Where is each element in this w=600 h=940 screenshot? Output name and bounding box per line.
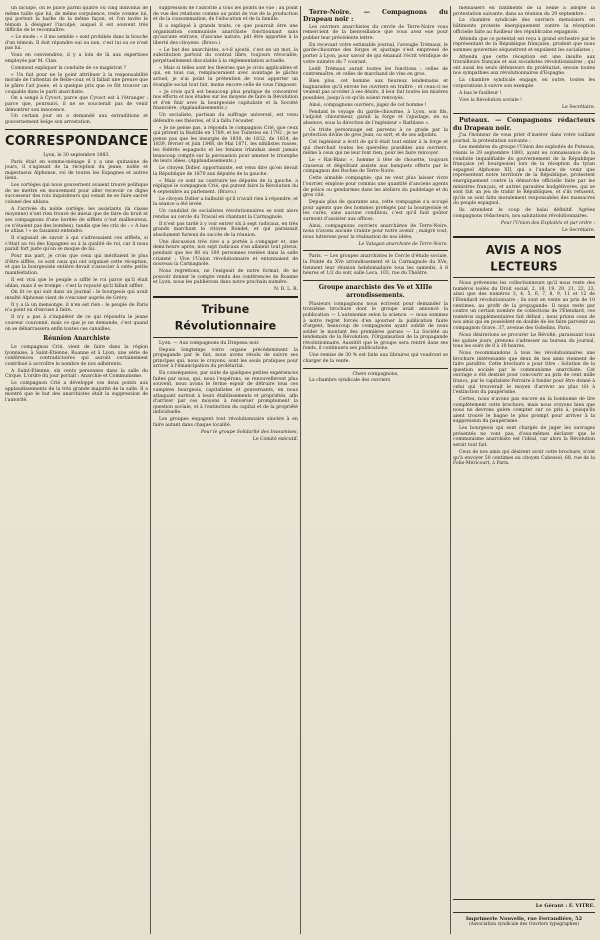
paragraph: Ledit Trémaux aurait toutes les fonctions : celles de contremaître, et celles de marchand de vins en gros. — [303, 66, 448, 78]
paragraph: menuisiers en bâtiments de la Seine a adopté la protestation suivante, dans sa réunion du 29 septembre : — [453, 6, 595, 17]
paragraph: Les bourgeois qui sont chargés de juger les ouvrages présentés ne vont pas, d'eux-mêmes déclarer que le communisme anarchiste est l'idéal, car alors la Révolution serait tout fait. — [453, 426, 595, 449]
puteaux-signature-line: Pour l'Union des Exploités et par ordre : — [500, 220, 595, 226]
paragraph: « Le mode : « il me semble » sont prohibés dans la bouche d'un témoin. Il doit répondre oui ou non, c'est lui ou ce n'est pas lui. — [5, 35, 148, 52]
terre-noire-body — [303, 25, 448, 241]
paragraph: Le compagnon Crié a développé ces deux points aux applaudissements de la très grande majorité de la salle. Il a montré que le but des anarchistes était la suppression de l'autorité. — [5, 381, 148, 404]
correspondance-heading: CORRESPONDANCE — [5, 133, 148, 150]
paragraph: Les ouvriers anarchistes du cercle de Terre-Noire vous remercient de la bienveillance que vous avez eue pour publier leur précédente lettre. — [303, 24, 448, 41]
paragraph: Ceux de nos amis qui désirent avoir cette brochure, n'ont qu'à envoyer 50 centimes au citoyen Cabessol, 68, rue de la Folie-Méricourt, à Paris. — [453, 449, 595, 467]
paragraph: Le citoyen Didier a balbutié qu'il n'avait rien à répondre, et la séance a été levée. — [153, 196, 298, 208]
paragraph: J'ai l'honneur de vous prier d'insérer dans votre vaillant journal, la protestation suivante : — [453, 132, 595, 144]
paragraph: On a songé à Cyvoct, parce que Cyvoct est à l'étranger ; parce que, poursuivi, il ne se soucierait pas de venir démontrer son innocence. — [5, 96, 148, 113]
paragraph: Nous désirerions se procurer Le Révolté, paraissant tous les quinze jours, prenons s'adresser au bureau du journal, tous les soirs de 8 à 10 heures. — [453, 332, 595, 350]
paragraph: Vous en conviendrez, il y a loin de là aux expertises employés par M. Clan. — [5, 53, 148, 64]
paragraph: A Saint-Étienne, six cents personnes dans la salle du Cirque. L'ordre du jour portait : Anarchie et Communisme. — [5, 368, 148, 380]
correspondance-body — [5, 160, 148, 333]
paragraph: Attendu que cette réception est une insulte aux travailleurs français et aux socialistes révolutionnaires ; qui ont aussi les seuls défenseurs du prolétariat, envoie toutes nos sympathies aux révolutionnaires d'Espagne. — [453, 54, 595, 77]
column-divider — [300, 6, 301, 934]
paragraph: En conséquence, par suite de quelques petites expériences faites par nous, qui, nous l'espérons, se renouvelleront plus souvent, nous avons le ferme espoir de détruire tous ces vampires bourgeois, capitalistes et gouvernants, en nous attaquant surtout à leurs établissements et propriétés, afin d'arriver par ces moyens à renverser promptement la question sociale, et à l'extinction du capital et de la propriété individuelle. — [153, 371, 298, 416]
paragraph: « Mais ce sont au contraire les députés de la gauche, a répliqué le compagnon Crié, qui purent faire la Révolution du 4 septembre au parlement. (Bravo.) — [153, 178, 298, 195]
tribune-body — [153, 341, 298, 429]
paragraph: « Mais si telles sont les théories que je crois applicables et qui, en tous cas, remplaceraient avec avantage le gâchis actuel, je n'ai point la prétention de vous apporter un évangile social tout fait, moins encore celle de vous l'imposer. — [153, 65, 298, 88]
paragraph: A bas le fusilleur ! — [459, 90, 502, 96]
paragraph: Le compagnon Crié, vient de faire dans la région lyonnaise, à Saint-Étienne, Roanne et à Lyon, une série de conférences contradictoires qui auront certainement contribué à accroître le nombre de nos adhérents. — [5, 345, 148, 367]
puteaux-heading: Puteaux. — Compagnons rédacteurs du Drapeau noir. — [453, 117, 595, 132]
paragraph: Attendu que ce potentat est reçu à grand orchestre par le représentant de la République française, prudent que nous sommes gouvernés séquestrent et expulsent les socialistes ; — [453, 36, 595, 53]
paragraph: Depuis plus de quarante ans, cette compagnie s'a occupé pour agents que des hommes protégés par la bourgeoisie et les curés, sans aucune condition, c'est qu'il faut goûter surmont d'assister aux offices. — [303, 200, 448, 222]
separator — [303, 368, 448, 369]
paragraph: Ainsi, compagnons ouvriers anarchistes de Terre-Noire, nous n'avons aucune crainte pour notre avenir ; malgré tout, nous lutterons pour la réalisation de nos idées. — [303, 223, 448, 240]
editor-signature: N. D. L. R. — [274, 287, 298, 293]
paragraph: Cette aimable compagnie, qui ne veut plus laisser vivre l'ouvrier, emploie pour commis une quantité d'anciens agents de police ou gendarmes dans les ateliers du puddelage et du gros cité. — [303, 176, 448, 199]
separator — [453, 113, 595, 114]
paragraph: Nous recommandons à tous les révolutionnaires une brochure intéressante que deux de nos amis viennent de faire paraître. Cette brochure a pour titre : Solution de la question sociale par le communisme anarchiste. Cet ouvrage a été destiné pour concourir au prix de cent mille francs, par le capitaliste Perraire à fonder pour être donné à celui qui trouverait le moyen d'arriver au plus tôt à l'extinction du paupérisme. — [453, 350, 595, 396]
paragraph: Nous regrettons, ne l'exigeait de notre format, de ne pouvoir donner le compte rendu des conférences de Roanne et Lyon, nous les publierons dans notre prochain numéro. — [153, 268, 298, 286]
paragraph: Depuis longtemps votre organe précédemment la propagande par le fait, nous avons résolu de suivre ses principes qui, nous le croyons, sont les seuls pratiques pour arriver à l'émancipation du prolétariat. — [153, 347, 298, 370]
paragraph: Ils attendent le coup de balai définitif. Agréez compagnons rédacteurs, nos salutations révolutionnaires. — [453, 208, 595, 219]
paragraph: Il est vrai que le peuple a sifflé le roi parce qu'il était uhlan, mais il se trompe : c'est la royauté qu'il fallait siffler. — [5, 277, 148, 289]
paragraph: Les groupes engagent tout révolutionnaire sincère à en faire autant dans chaque localité. — [153, 417, 298, 428]
column-4 — [453, 6, 595, 934]
correspondance-date: Lyon, le 30 septembre 1883. — [43, 152, 110, 158]
article-continuation — [5, 6, 148, 126]
separator — [153, 337, 298, 338]
reunion-continuation — [153, 6, 298, 286]
paragraph: La chambre syndicale engage, en outre, toutes les corporations à suivre son exemple. — [453, 78, 595, 89]
paragraph: Ainsi, compagnons ouvriers, jugez de cet homme ! — [309, 102, 427, 108]
paragraph: Le « Rat-Blanc », homme à tête de chouette, toujours crasseux et dégoûtant assiste aux banquets offerts par le compagnon des Roches de Terre-Noire. — [303, 158, 448, 175]
puteaux-body — [453, 133, 595, 220]
column-3 — [303, 6, 448, 934]
tribune-heading: Tribune Révolutionnaire — [174, 301, 277, 333]
separator — [5, 129, 148, 130]
paris-notice: Paris. — Les groupes anarchistes le Cercle d'étude sociale, la Pointe du XVe arrondissement et la Carmagnole du XVe, tiennent leur réunion hebdomadaire tous les samedis, à 8 heures et 1/2 du soir, salle Leca, 103, rue du Théâtre. — [303, 254, 448, 277]
paragraph: Nous prévenons les collectionneurs qu'il nous reste des numéros isolés du Droit social, 2, 18, 19, 20, 21, 22, 23, ainsi que des numéros 3, 4, 5, 6, 7, 8, 9, 11 et 12 de l'Étendard révolutionnaire ; ils sont en vente au prix de 10 centimes, au profit de la propagande. Il nous reste par contre un certain nombre de collections de l'Étendard, ces numéros supplémentaires fait défaut ; nous prions ceux de nos amis qui en possèdent en double de les faire parvenir au compagnon Grave, 37, avenue des Gobelins, Paris. — [453, 281, 595, 332]
separator — [303, 280, 448, 281]
paragraph: On lit ce qui suit dans un journal : le bourgeois qui avait insulté Alphonse vient de s'excuser auprès de Grévy. — [5, 290, 148, 301]
paragraph: Lyon. — Aux compagnons du Drapeau noir. — [159, 340, 260, 346]
paragraph: Les membres du groupe l'Union des exploités de Puteaux, réunis le 29 septembre 1883, ayant eu connaissance de la conduite inqualifiable du gouvernement de la République française (et bourgeoise) lors de la réception du tyran espagnol Alphonse XII, qui a l'audace de venir que représentent notre territoire de la République, protestent énergiquement contre la démarche officielle faite par les ministres français, et autres parasites budgétivores, qui se sont fait un jeu de trahir le Républiques, et s'ils refusent, qu'ils se sont faits moralement responsables des massacres du peuple espagnol. — [453, 145, 595, 207]
groupe-heading: Groupe anarchiste des Ve et XIIIe arrondissements. — [318, 283, 433, 299]
separator — [453, 899, 595, 900]
groupe-body — [303, 302, 448, 365]
tribune-signature: Le Comité exécutif. — [252, 436, 298, 442]
paragraph: un inculpé, on le place parmi quatre ou cinq individus de même taille que lui, de même corpulence, reste comme lui, qui portent la barbe de la même façon, et l'on invite le témoin à désigner l'inculpé, auquel il est souvent très difficile de le reconnaître. — [5, 6, 148, 34]
paragraph: « Le but des anarchistes, a-t-il ajouté, c'est en un mot, la substitution partout du contrat libre, toujours révocable, perpétuellement discutable à la réglementation actuelle. — [153, 47, 298, 64]
imprint — [453, 896, 595, 927]
paragraph: Un certain jour on a demandé aux extraditions et gouvernement belge son arrestation. — [5, 114, 148, 126]
separator — [303, 250, 448, 251]
terre-noire-signature: Le Vatagan anarchiste de Terre-Noire. — [358, 241, 448, 247]
separator — [453, 912, 595, 913]
paragraph: Cet ingénieur a écrit de qu'il était tout entier à la forge et qui cherchait toutes les querelles possibles aux ouvriers, même à ceux qui ne leur font rien, pour les faire renvoyer. — [303, 140, 448, 157]
paragraph: Comment expliquer la conduite de ce magistrat ? — [11, 65, 127, 71]
gerant-line: Le Gérant : F. VITRE. — [535, 903, 595, 909]
paragraph: Un candidat de socialistes révolutionnaires se sont alors rendus au cercle du Travail en chantant la Carmagnole. — [153, 209, 298, 220]
paragraph: « Un fait pour ne le point attribuer à la responsabilité morale de l'attentat de Belle-cour, et il fallait une preuve que le pâtre l'ait jouée, et à quelque prix que ce fût trouver un coupable dans le parti anarchiste. — [5, 72, 148, 95]
chambre-syndicale-start: La chambre syndicale des ouvriers — [309, 378, 391, 384]
paragraph: Une remise de 30 % est faite aux libraires qui voudront se charger de la vente. — [303, 353, 448, 364]
separator — [453, 236, 595, 238]
separator — [153, 296, 298, 298]
chers-compagnons: Chers compagnons, — [352, 371, 399, 377]
paragraph: Il n'est pas tardé à y voir entrer six à sept radicaux, en très grands marchant le citoyen Rondet, et qui paraissait absolument furieux du succès de la réunion. — [153, 221, 298, 238]
paragraph: Un socialiste, partisan du suffrage universel, est venu défendre ses théories, et il a fallu l'écouter. — [153, 113, 298, 124]
printer-note: (Association syndicale des Ouvriers typographes) — [468, 922, 580, 927]
paragraph: Paris était en somme-ménage il y a une quinzaine de jours, il s'agissait de la réception du jeune, noble et majestueux Alphonse, roi de toutes les Espagnes et autres lieux. — [5, 159, 148, 182]
puteaux-signature: Le Secrétaire. — [561, 227, 595, 233]
avis-body — [453, 281, 595, 466]
separator — [453, 277, 595, 278]
paragraph: A l'arrivée du noble cortège, les assistants (la classe moyenne) n'ont rien trouvé de mieux que de faire du bruit et ses compagnons d'une bordée de sifflets (c'est malheureux, ce n'étaient pas des bombes), tandis que les cris de : « A bas le uhlan ! » se faisaient entendre. — [5, 206, 148, 235]
paragraph: « Je crois qu'il est beaucoup plus pratique de concentrer nos efforts et nos études sur les moyens de faire la Révolution et d'en finir avec la bourgeoisie capitaliste et la Société financière. (Applaudissements.) — [153, 89, 298, 112]
tribune-signature-line: Pour le groupe Solidarité des Insoumises, — [200, 429, 298, 435]
paragraph: Il s'agissait de savoir à qui s'adressaient ces sifflets, si c'était au roi des Espagnes ou à la qualité de roi, car il nous paraît fort juste qu'on se moque de lui. — [5, 236, 148, 253]
printer-line: Imprimerie Nouvelle, rue Ferrandière, 52 — [465, 916, 583, 922]
paragraph: Pendant le voyage du garde-chiourme, à Lyon, son fils, l'adjoint chiourmeur, garait la forge et l'ajustage, en sa absence, sous la direction de l'ingénieur « Ratblane ». — [303, 109, 448, 126]
paragraph: Vive la Révolution sociale ! — [459, 97, 523, 103]
avis-heading: AVIS A NOS LECTEURS — [485, 242, 563, 275]
paragraph: En recevant votre estimable journal, l'aveugle Trémaux, le garde-chiourme des forges et ajustage s'est empressé de porter à Lyon, pour savoir de qui émanait l'écrit véridique de votre numéro du 7 courant. — [303, 42, 448, 65]
reunion-heading: Réunion Anarchiste — [43, 335, 110, 343]
paragraph: Pour ma part, je crois que ceux qui méritaient le plus d'être sifflés, ce sont ceux qui ont organisé cette réception, et que la bourgeoisie entière devait s'associer à cette petite manifestation. — [5, 254, 148, 277]
paragraph: Bien plus, cet homme aux heureux lendemains et bagnarades qu'il envoie les ouvriers en traître ; et ceux-ci ne veulent pas accéder à ses désirs, il leur fait toutes les misères possibles, jusqu'à ce qu'ils soient renvoyés. — [303, 79, 448, 101]
secretary-signature: Le Secrétaire. — [561, 104, 595, 110]
paragraph: Le citoyen Didier, opportuniste, est venu dire qu'en devait la République de 1870 aux députés de la gauche. — [153, 166, 298, 177]
paragraph: Il a expliqué à grands traits, ce que pourrait être une organisation communiste anarchiste fonctionnant sans qu'aucune entrave, d'aucune nature, pût être apportée à la liberté des citoyens. (Bravo.) — [153, 24, 298, 46]
paragraph: Il y a là un mensonge, il n'en est rien : le peuple de Paris n'a point eu d'excuse à faire. — [5, 302, 148, 314]
paragraph: Une discussion très vive a a portée à s'engager et, une demi-heure après, nos sept radicaux s'en allaient tout piteux, pendant que les 80 ou 100 personnes restées dans la salle criaient : Vive l'Union révolutionnaire et entonnaient de nouveau la Carmagnole. — [153, 239, 298, 268]
paragraph: La chambre syndicale des ouvriers menuisiers en bâtiments proteste énergiquement contre la réception officielle faite au fusilleur des républicains espagnols. — [453, 18, 595, 35]
paragraph: Plusieurs compagnons nous écrivent pour demander la troisième brochure dont le groupe avait annoncé la publication — L'autonomie selon la science. — nous sommes à notre regret forcés d'en ajourner la publication faute d'argent, beaucoup de compagnons ayant oublié de nous solder le montant des premières parues — La Société au lendemain de la Révolution, l'Organisation de la propagande révolutionnaire. Aussitôt que le groupe sera rentré dans ses fonds, il continuera ses publications. — [303, 301, 448, 352]
column-divider — [150, 6, 151, 934]
column-divider — [450, 6, 451, 934]
terre-noire-heading: Terre-Noire. — Compagnons du Drapeau noir : — [303, 9, 448, 24]
paragraph: Il n'y a pas à s'inquiéter de ce qui répondra le jeune coureur couronné, mais ce que je ne demande, c'est quand on se débarrassera enfin toutes ces canailles. — [5, 315, 148, 332]
paragraph: « Je ne pense pas, a répondu le compagnon Crié, que ceux qui prirent la Bastille en 1789, et les Tuileries en 1792 ; je ne pense pas que les insurgés de 1830, de 1832, de 1834, de 1839, février et juin 1848, de Mai 1871, les nihilistes russes, les fédérés espagnols et les fenians irlandais aient jamais beaucoup compté sur la persuasion pour amener le triomphe de leurs idées. (Applaudissements.) — [153, 125, 298, 165]
column-1 — [5, 6, 148, 934]
paragraph: Les cortèges qui nous gouvernent avaient trouvé politique de ne mettre en mouvement pour aller recevoir ce digne successeur des rois inquisiteurs qui venait de se faire sacrer colonel des uhlans. — [5, 183, 148, 205]
paragraph: Ce triste personnage est parvenu à ce grade par la protection divine de gros Jean, ou sort, et de ses adjoints. — [303, 127, 448, 139]
protestation-body — [453, 6, 595, 103]
reunion-body — [5, 345, 148, 404]
paragraph: Certes, nous n'avons pas encore en la bonhomie de lire complètement cette brochure, mais nous croyons bien que nous ne devrons guère compter sur ce prix à, puisqu'ils aient trouvé le bagne le plus prompt pour arriver à la suppression du paupérisme. — [453, 397, 595, 425]
paragraph: suppression de l'autorité à tous les points de vue ; au point de vue des relations comme au point de vue de la production et de la consommation, de l'éducation et de la famille. — [153, 6, 298, 23]
column-2 — [153, 6, 298, 934]
